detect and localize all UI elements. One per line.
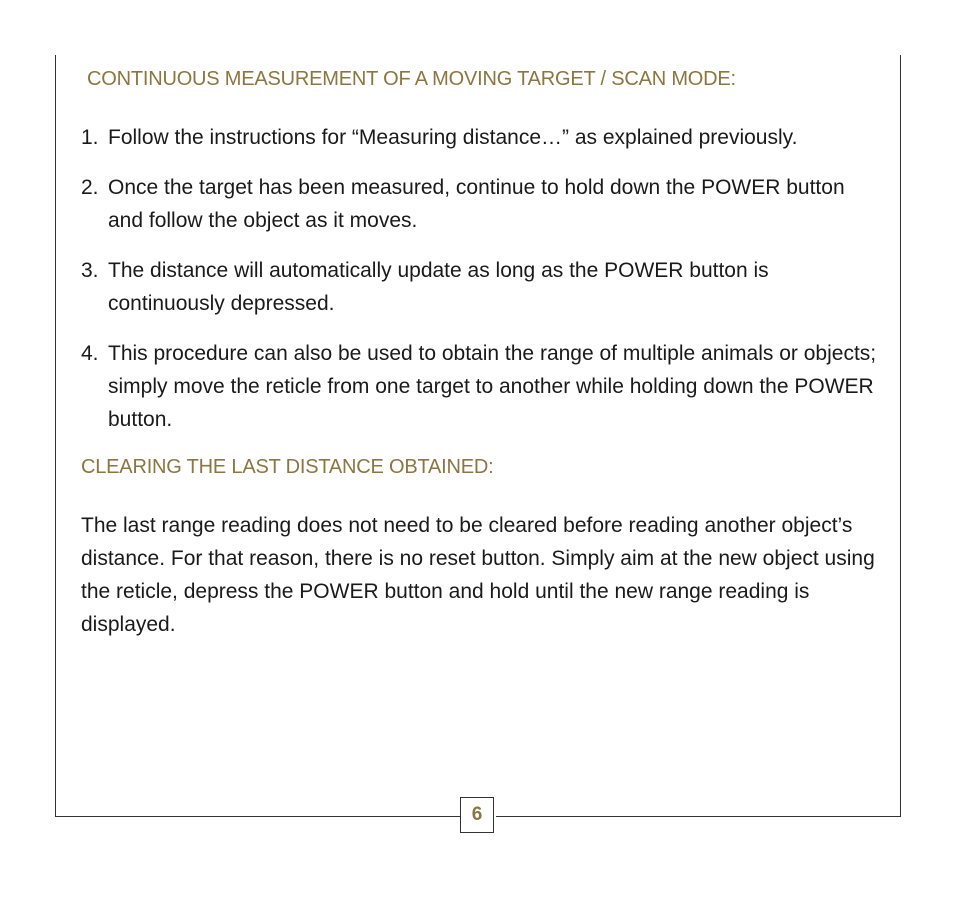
page-frame-left [55,55,56,817]
page-number-badge: 6 [460,797,494,833]
list-item-text: This procedure can also be used to obtain the range of multiple animals or objects; simply move the reticle from one target to another while holding down the POWER button. [108,342,877,431]
section-heading-scan-mode: CONTINUOUS MEASUREMENT OF A MOVING TARGET / SCAN MODE: [87,68,736,90]
list-item [81,337,881,436]
list-item [81,171,881,237]
list-item-number: 1. [81,126,99,149]
page-frame-bottom-right [496,816,901,817]
page-frame-right [900,55,901,817]
list-item [81,121,881,154]
instruction-list [81,121,881,453]
list-item-number: 2. [81,176,99,199]
list-item-number: 3. [81,259,99,282]
list-item-text: Once the target has been measured, continue to hold down the POWER button and follow the object as it moves. [108,176,845,232]
page-frame-bottom-left [55,816,461,817]
list-item-text: Follow the instructions for “Measuring distance…” as explained previously. [108,126,798,149]
list-item-text: The distance will automatically update as long as the POWER button is continuously depressed. [108,259,769,315]
section-heading-clearing-distance: CLEARING THE LAST DISTANCE OBTAINED: [81,456,494,478]
clearing-distance-paragraph: The last range reading does not need to be cleared before reading another object’s distance. For that reason, there is no reset button. Simply aim at the new object using the reticle, depress the POWER button and hold until the new range reading is displayed. [81,514,875,636]
list-item [81,254,881,320]
list-item-number: 4. [81,342,99,365]
